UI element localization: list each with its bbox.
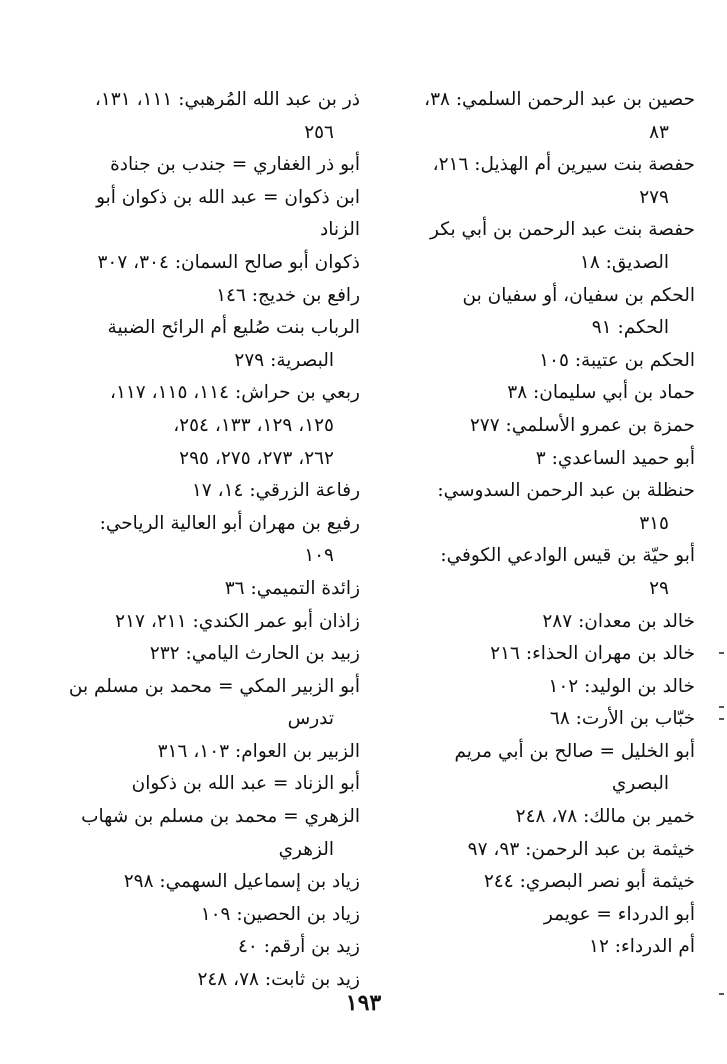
index-entry bbox=[395, 703, 695, 736]
index-entry bbox=[395, 540, 695, 605]
index-entry-text: زياد بن إسماعيل السهمي: ٢٩٨ bbox=[123, 871, 360, 893]
edge-mark bbox=[719, 652, 724, 654]
index-entry-text: خيثمة بن عبد الرحمن: ٩٣، ٩٧ bbox=[467, 838, 695, 860]
index-entry bbox=[395, 638, 695, 671]
index-entry bbox=[395, 606, 695, 639]
index-entry-text: حفصة بنت عبد الرحمن بن أبي بكر bbox=[430, 219, 695, 241]
index-entry-text: رافع بن خديج: ١٤٦ bbox=[216, 284, 360, 306]
index-entry-text: زياد بن الحصين: ١٠٩ bbox=[200, 903, 360, 925]
index-entry-continuation: تدرس bbox=[287, 708, 334, 730]
index-entry bbox=[395, 443, 695, 476]
index-entry-text: أبو حيّة بن قيس الوادعي الكوفي: bbox=[440, 545, 695, 567]
index-entry bbox=[60, 149, 360, 182]
index-entry bbox=[395, 671, 695, 704]
index-entry-text: رفيع بن مهران أبو العالية الرياحي: bbox=[99, 512, 360, 534]
index-entry-text: أبو الخليل = صالح بن أبي مريم bbox=[454, 740, 695, 762]
index-entry bbox=[395, 410, 695, 443]
index-entry-text: رفاعة الزرقي: ١٤، ١٧ bbox=[191, 480, 360, 502]
index-entry-text: زبيد بن الحارث اليامي: ٢٣٢ bbox=[149, 643, 360, 665]
index-entry bbox=[60, 638, 360, 671]
index-entry-text: الرباب بنت صُليع أم الرائح الضبية bbox=[107, 317, 360, 339]
index-entry bbox=[395, 801, 695, 834]
index-entry-text: حماد بن أبي سليمان: ٣٨ bbox=[507, 382, 695, 404]
index-entry-text: أبو ذر الغفاري = جندب بن جنادة bbox=[110, 154, 360, 176]
left-column bbox=[60, 84, 360, 997]
index-entry-continuation: ٢٦٢، ٢٧٣، ٢٧٥، ٢٩٥ bbox=[179, 447, 334, 469]
index-entry-text: زائدة التميمي: ٣٦ bbox=[224, 577, 360, 599]
edge-mark bbox=[719, 706, 724, 708]
index-entry bbox=[60, 280, 360, 313]
index-entry-continuation: ١٢٥، ١٢٩، ١٣٣، ٢٥٤، bbox=[173, 414, 334, 436]
index-entry bbox=[60, 247, 360, 280]
index-entry bbox=[60, 312, 360, 377]
index-entry-text: ابن ذكوان = عبد الله بن ذكوان أبو الزناد bbox=[96, 186, 360, 241]
index-entry-continuation: ٨٣ bbox=[649, 121, 669, 143]
index-entry bbox=[60, 84, 360, 149]
index-entry-continuation: ٢٩ bbox=[649, 577, 669, 599]
index-entry-continuation: الحكم: ٩١ bbox=[591, 317, 669, 339]
page-number: ١٩٣ bbox=[345, 990, 382, 1016]
index-entry bbox=[60, 866, 360, 899]
edge-mark bbox=[719, 718, 724, 720]
index-entry-text: أبو الزبير المكي = محمد بن مسلم بن bbox=[68, 675, 360, 697]
index-entry-text: أم الدرداء: ١٢ bbox=[589, 936, 695, 958]
index-entry bbox=[60, 377, 360, 475]
index-entry-text: خالد بن معدان: ٢٨٧ bbox=[542, 610, 695, 632]
index-entry-continuation: الزهري bbox=[278, 838, 334, 860]
index-entry bbox=[395, 866, 695, 899]
index-entry-text: خالد بن مهران الحذاء: ٢١٦ bbox=[490, 643, 695, 665]
index-entry-text: زيد بن ثابت: ٧٨، ٢٤٨ bbox=[197, 969, 360, 991]
index-entry bbox=[395, 475, 695, 540]
index-entry-text: أبو الدرداء = عويمر bbox=[543, 903, 695, 925]
right-column bbox=[395, 84, 695, 964]
index-entry bbox=[395, 736, 695, 801]
index-entry-continuation: ٢٥٦ bbox=[304, 121, 334, 143]
index-page bbox=[60, 84, 695, 991]
index-entry bbox=[60, 606, 360, 639]
index-entry-text: حنظلة بن عبد الرحمن السدوسي: bbox=[437, 480, 695, 502]
index-entry bbox=[395, 834, 695, 867]
index-entry-text: خبّاب بن الأرت: ٦٨ bbox=[549, 708, 695, 730]
index-entry-text: أبو حميد الساعدي: ٣ bbox=[535, 447, 695, 469]
index-entry-continuation: البصرية: ٢٧٩ bbox=[234, 349, 334, 371]
index-entry-text: حمزة بن عمرو الأسلمي: ٢٧٧ bbox=[469, 414, 695, 436]
index-entry bbox=[395, 149, 695, 214]
index-entry-text: الزهري = محمد بن مسلم بن شهاب bbox=[81, 806, 360, 828]
index-entry-text: خالد بن الوليد: ١٠٢ bbox=[548, 675, 695, 697]
index-entry bbox=[60, 573, 360, 606]
edge-mark bbox=[719, 993, 724, 995]
index-entry-text: زاذان أبو عمر الكندي: ٢١١، ٢١٧ bbox=[115, 610, 360, 632]
index-entry bbox=[60, 475, 360, 508]
index-entry-text: ربعي بن حراش: ١١٤، ١١٥، ١١٧، bbox=[109, 382, 360, 404]
index-entry-text: زيد بن أرقم: ٤٠ bbox=[237, 936, 360, 958]
index-entry bbox=[60, 508, 360, 573]
index-entry bbox=[60, 671, 360, 736]
index-entry-continuation: ٢٧٩ bbox=[639, 186, 669, 208]
index-entry bbox=[395, 214, 695, 279]
index-entry bbox=[395, 377, 695, 410]
index-entry-text: الحكم بن عتيبة: ١٠٥ bbox=[539, 349, 695, 371]
index-entry bbox=[60, 736, 360, 769]
index-entry-text: حصين بن عبد الرحمن السلمي: ٣٨، bbox=[424, 89, 695, 110]
index-entry-text: الزبير بن العوام: ١٠٣، ٣١٦ bbox=[157, 740, 360, 762]
index-entry bbox=[395, 280, 695, 345]
index-entry-continuation: البصري bbox=[611, 773, 669, 795]
index-entry-continuation: الصديق: ١٨ bbox=[579, 251, 669, 273]
index-entry-text: ذكوان أبو صالح السمان: ٣٠٤، ٣٠٧ bbox=[97, 251, 360, 273]
index-entry-text: أبو الزناد = عبد الله بن ذكوان bbox=[131, 773, 360, 795]
index-entry bbox=[60, 899, 360, 932]
index-entry-continuation: ١٠٩ bbox=[304, 545, 334, 567]
index-entry bbox=[395, 84, 695, 149]
index-entry bbox=[60, 801, 360, 866]
index-entry-text: حفصة بنت سيرين أم الهذيل: ٢١٦، bbox=[432, 154, 695, 176]
index-entry bbox=[395, 899, 695, 932]
index-entry bbox=[60, 931, 360, 964]
index-entry-text: خيثمة أبو نصر البصري: ٢٤٤ bbox=[483, 871, 695, 893]
index-entry bbox=[60, 768, 360, 801]
index-entry bbox=[395, 345, 695, 378]
index-entry-text: الحكم بن سفيان، أو سفيان بن bbox=[462, 284, 695, 306]
index-entry-continuation: ٣١٥ bbox=[639, 512, 669, 534]
index-entry-text: خمير بن مالك: ٧٨، ٢٤٨ bbox=[515, 806, 695, 828]
index-entry-text: ذر بن عبد الله المُرهبي: ١١١، ١٣١، bbox=[94, 89, 360, 110]
index-entry bbox=[60, 182, 360, 247]
index-entry bbox=[395, 931, 695, 964]
